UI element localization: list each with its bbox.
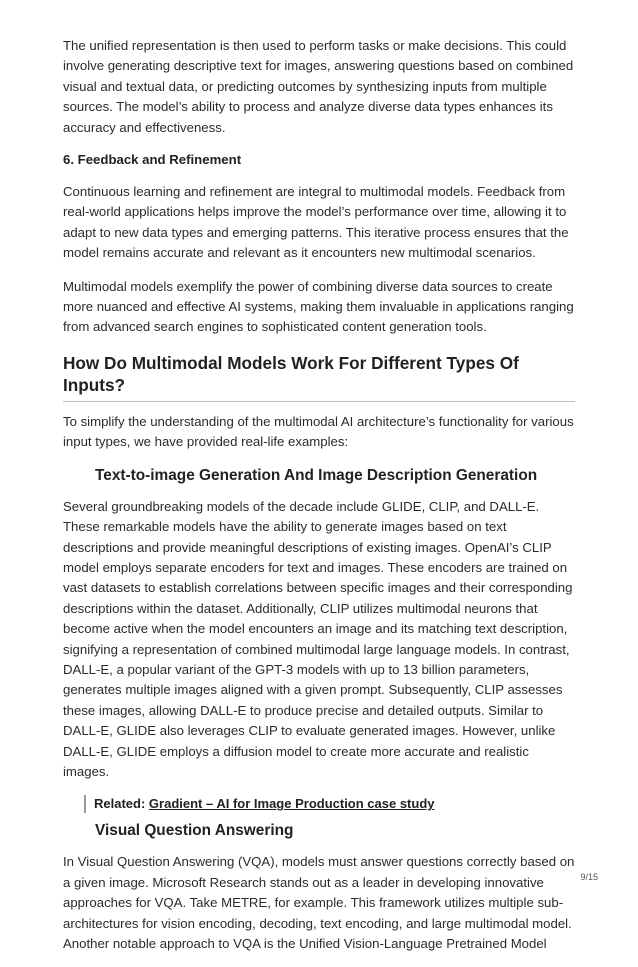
page-number: 9/15 <box>580 872 598 882</box>
paragraph-unified-representation: The unified representation is then used to perform tasks or make decisions. This could involve generating descriptive text for images, answering questions based on combined visual and textual data, or predicting outcomes by synthesizing inputs from multiple sources. The model’s ability to process and analyze diverse data types enhances its accuracy and effectiveness. <box>63 38 574 135</box>
related-callout <box>84 795 575 813</box>
paragraph-multimodal-summary: Multimodal models exemplify the power of combining diverse data sources to create more nuanced and effective AI systems, making them invaluable in applications ranging from advanced search engines to sophisticated content generation tools. <box>63 278 574 335</box>
paragraph-continuous-learning: Continuous learning and refinement are integral to multimodal models. Feedback from real-world applications helps improve the model’s performance over time, allowing it to adapt to new data types and emerging patterns. This iterative process ensures that the model remains accurate and relevant as it encounters new multimodal scenarios. <box>63 184 569 261</box>
document-page <box>63 36 575 967</box>
paragraph-vqa: In Visual Question Answering (VQA), models must answer questions correctly based on a given image. Microsoft Research stands out as a leader in developing innovative approaches for VQA. Take METRE, for example. This framework utilizes multiple sub-architectures for vision encoding, decoding, text encoding, and large multimodal model. Another notable approach to VQA is the Unified Vision-Language Pretrained Model <box>63 854 575 951</box>
heading-feedback-refinement: 6. Feedback and Refinement <box>63 152 242 168</box>
heading-text-to-image: Text-to-image Generation And Image Description Generation <box>95 466 538 484</box>
related-label: Related: <box>94 796 146 812</box>
heading-how-multimodal-work: How Do Multimodal Models Work For Different Types Of Inputs? <box>63 352 575 402</box>
paragraph-glide-clip-dalle: Several groundbreaking models of the decade include GLIDE, CLIP, and DALL-E. These remarkable models have the ability to generate images based on text descriptions and provide meaningful descriptions of existing images. OpenAI’s CLIP model employs separate encoders for text and images. These encoders are trained on vast datasets to establish correlations between specific images and their corresponding descriptions within the dataset. Additionally, CLIP utilizes multimodal neurons that become active when the model encounters an image and its matching text description, signifying a representation of combined multimodal large language models. In contrast, DALL-E, a popular variant of the GPT-3 models with up to 13 billion parameters, generates multiple images aligned with a given prompt. Subsequently, CLIP assesses these images, allowing DALL-E to produce precise and detailed outputs. Similar to DALL-E, GLIDE also leverages CLIP to evaluate generated images. However, unlike DALL-E, GLIDE employs a diffusion model to create more accurate and realistic images. <box>63 498 573 779</box>
heading-visual-question-answering: Visual Question Answering <box>95 822 294 840</box>
paragraph-real-life-intro: To simplify the understanding of the multimodal AI architecture’s functionality for various input types, we have provided real-life examples: <box>63 413 574 450</box>
related-link[interactable]: Gradient – AI for Image Production case study <box>148 796 435 812</box>
